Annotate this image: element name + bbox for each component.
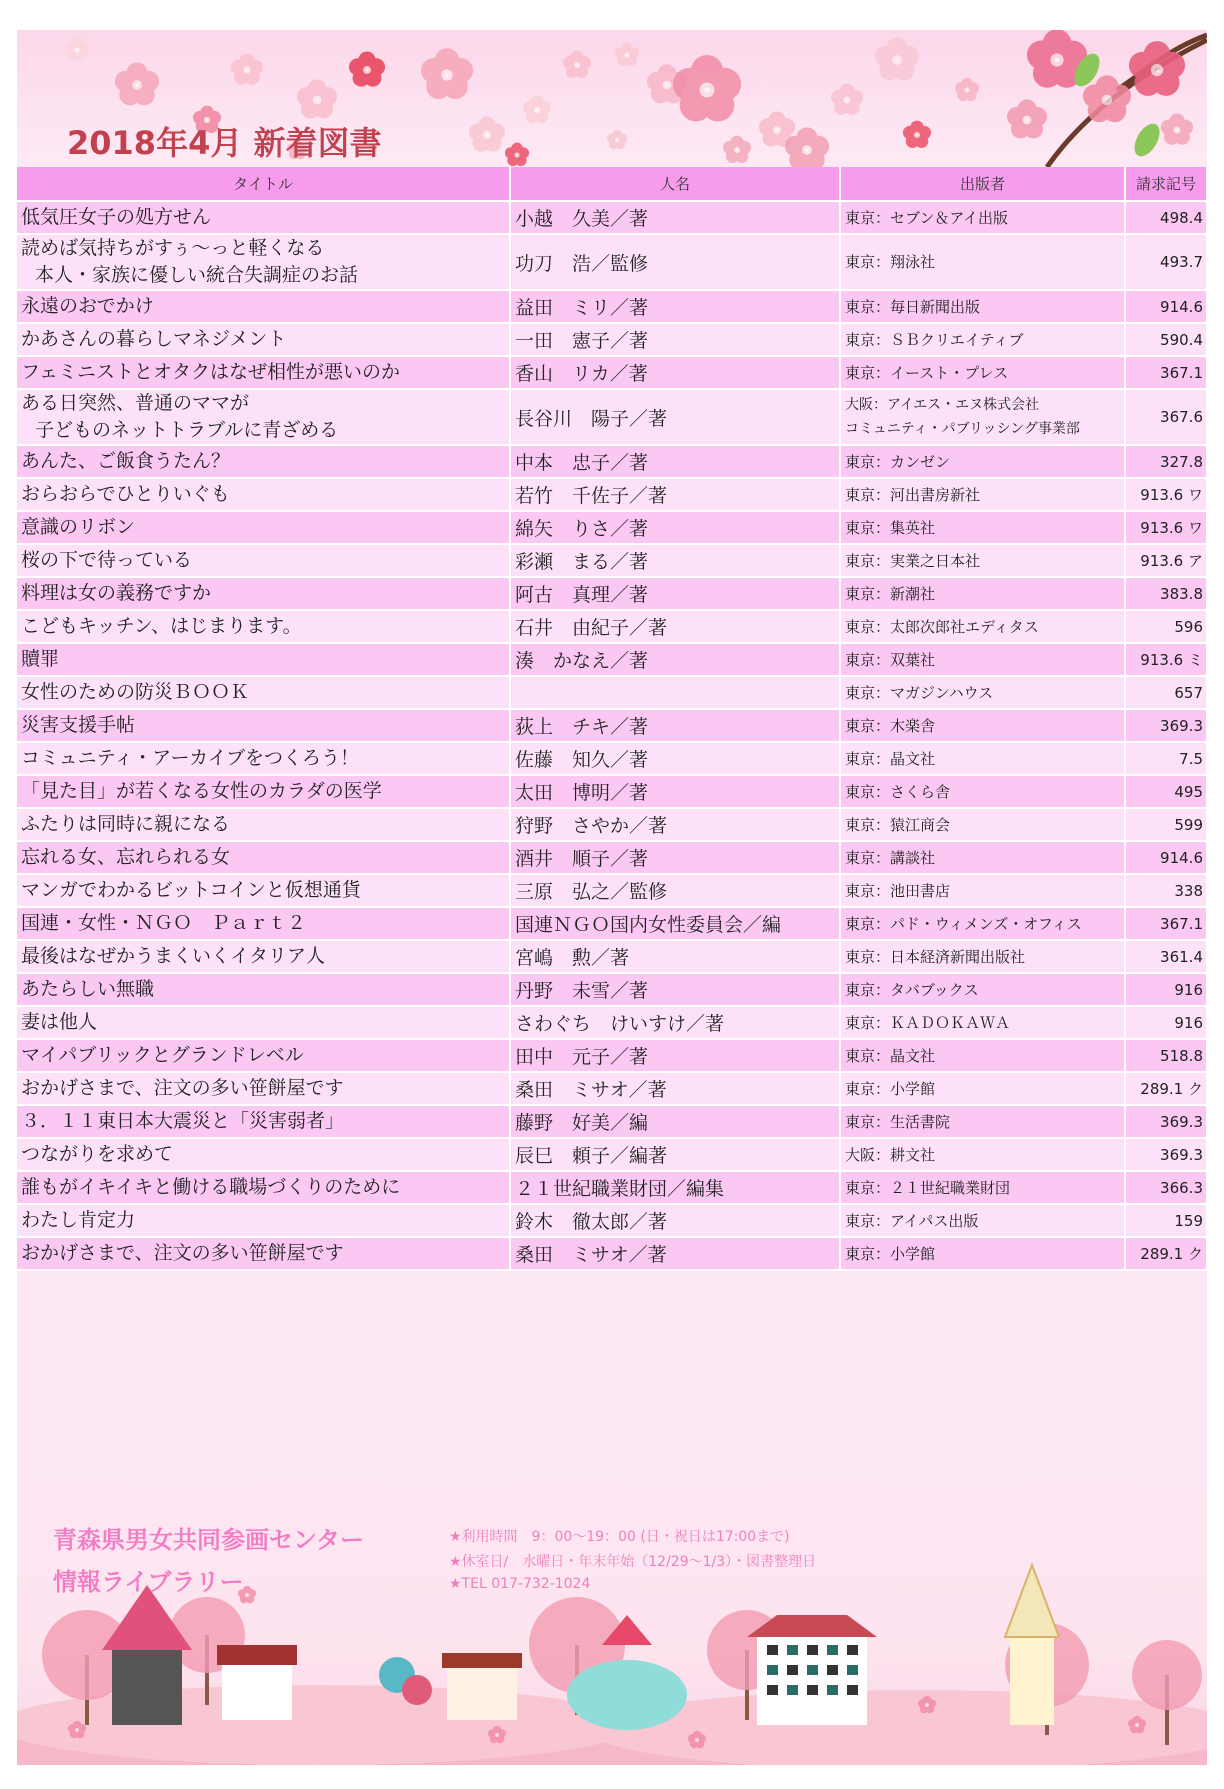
cell-person xyxy=(510,676,840,709)
table-row xyxy=(17,874,1207,907)
cell-call-number: 367.1 xyxy=(1125,356,1207,389)
cell-publisher xyxy=(840,389,1125,445)
title-text: 料理は女の義務ですか xyxy=(21,582,212,604)
cell-call-number: 366.3 xyxy=(1125,1171,1207,1204)
footer xyxy=(17,1475,1207,1765)
table-header-row xyxy=(17,167,1207,201)
cell-person: 小越 久美／著 xyxy=(510,201,840,234)
cell-publisher xyxy=(840,940,1125,973)
publisher-text: 東京：アイパス出版 xyxy=(845,1211,979,1230)
publisher-text: 東京：毎日新聞出版 xyxy=(845,297,981,316)
cell-title xyxy=(17,1237,510,1270)
publisher-text: 東京：小学館 xyxy=(845,1079,936,1098)
cell-call-number: 657 xyxy=(1125,676,1207,709)
cell-publisher xyxy=(840,610,1125,643)
sakura-flower-icon xyxy=(65,38,89,61)
cell-publisher xyxy=(840,1105,1125,1138)
cell-call-number: 596 xyxy=(1125,610,1207,643)
sakura-flower-icon xyxy=(349,51,385,86)
cell-call-number: 159 xyxy=(1125,1204,1207,1237)
cell-publisher xyxy=(840,290,1125,323)
cell-call-number: 493.7 xyxy=(1125,234,1207,290)
cell-title xyxy=(17,676,510,709)
title-text: ある日突然、普通のママが xyxy=(21,392,250,414)
sakura-flower-icon xyxy=(1161,114,1193,145)
cell-title xyxy=(17,907,510,940)
sakura-flower-icon xyxy=(673,55,741,121)
publisher-text: 東京：新潮社 xyxy=(845,584,936,603)
cell-title xyxy=(17,775,510,808)
sakura-flower-icon xyxy=(903,121,931,148)
cell-person: 荻上 チキ／著 xyxy=(510,709,840,742)
table-row xyxy=(17,201,1207,234)
publisher-text: 東京：小学館 xyxy=(845,1244,936,1263)
publisher-text: 東京：猿江商会 xyxy=(845,815,951,834)
cell-person: ２１世紀職業財団／編集 xyxy=(510,1171,840,1204)
title-text: 最後はなぜかうまくいくイタリア人 xyxy=(21,945,326,967)
title-text: 贖罪 xyxy=(21,648,60,670)
cell-publisher xyxy=(840,676,1125,709)
cell-call-number: 916 xyxy=(1125,1006,1207,1039)
cell-publisher xyxy=(840,1072,1125,1105)
cell-call-number: 367.1 xyxy=(1125,907,1207,940)
publisher-text: 東京：ＫＡＤＯＫＡＷＡ xyxy=(845,1013,1011,1032)
cell-person: 宮嶋 勲／著 xyxy=(510,940,840,973)
cell-publisher xyxy=(840,323,1125,356)
sakura-flower-icon xyxy=(615,43,639,66)
sakura-flower-icon xyxy=(1007,99,1047,138)
cell-person: 丹野 未雪／著 xyxy=(510,973,840,1006)
window-shape xyxy=(827,1645,838,1655)
cell-call-number: 7.5 xyxy=(1125,742,1207,775)
cell-person: 鈴木 徹太郎／著 xyxy=(510,1204,840,1237)
publisher-text: 東京：双葉社 xyxy=(845,650,936,669)
cell-publisher xyxy=(840,874,1125,907)
cell-title xyxy=(17,1171,510,1204)
cell-publisher xyxy=(840,742,1125,775)
cell-title xyxy=(17,478,510,511)
title-text: 誰もがイキイキと働ける職場づくりのために xyxy=(21,1176,401,1198)
sakura-flower-icon xyxy=(505,143,529,166)
sakura-flower-icon xyxy=(875,37,919,80)
title-text: 桜の下で待っている xyxy=(21,549,193,571)
table-body xyxy=(17,201,1207,1270)
cell-person: 中本 忠子／著 xyxy=(510,445,840,478)
publisher-text: 東京：晶文社 xyxy=(845,1046,936,1065)
cell-title xyxy=(17,1072,510,1105)
cell-call-number: 369.3 xyxy=(1125,709,1207,742)
org-name: 青森県男女共同参画センター xyxy=(53,1526,365,1554)
cell-publisher xyxy=(840,511,1125,544)
title-text: 読めば気持ちがすぅ～っと軽くなる xyxy=(21,237,325,259)
cell-title xyxy=(17,610,510,643)
cell-title xyxy=(17,841,510,874)
cell-title xyxy=(17,940,510,973)
cell-title xyxy=(17,356,510,389)
cell-publisher xyxy=(840,775,1125,808)
window-shape xyxy=(787,1645,798,1655)
telephone: ★TEL 017-732-1024 xyxy=(449,1576,591,1592)
house-roof-shape xyxy=(217,1645,297,1665)
table-row xyxy=(17,676,1207,709)
cell-call-number: 913.6 ワ xyxy=(1125,478,1207,511)
table-row xyxy=(17,709,1207,742)
tower-icon xyxy=(1010,1635,1054,1725)
sakura-flower-icon xyxy=(523,96,551,123)
window-shape xyxy=(827,1665,838,1675)
closed-days: ★休室日/ 水曜日・年末年始（12/29～1/3）・図書整理日 xyxy=(449,1554,817,1570)
table-row xyxy=(17,389,1207,445)
flyer-sheet xyxy=(17,30,1207,1765)
cell-title xyxy=(17,577,510,610)
sakura-flower-icon xyxy=(955,78,979,101)
house-roof-shape xyxy=(442,1653,522,1668)
publisher-text: 東京：セブン＆アイ出版 xyxy=(845,208,1009,227)
cell-person: 香山 リカ／著 xyxy=(510,356,840,389)
cell-call-number: 599 xyxy=(1125,808,1207,841)
cell-publisher xyxy=(840,808,1125,841)
table-row xyxy=(17,1171,1207,1204)
table-row xyxy=(17,1204,1207,1237)
window-shape xyxy=(807,1645,818,1655)
cell-person: 辰巳 頼子／編著 xyxy=(510,1138,840,1171)
sakura-flower-icon xyxy=(607,130,627,150)
cell-call-number: 289.1 ク xyxy=(1125,1072,1207,1105)
sakura-flower-icon xyxy=(115,62,159,105)
cell-person: 三原 弘之／監修 xyxy=(510,874,840,907)
publisher-text: 東京：ＳＢクリエイティブ xyxy=(845,330,1024,349)
publisher-text: 東京：晶文社 xyxy=(845,749,936,768)
publisher-text: 東京：木楽舎 xyxy=(845,716,936,735)
cell-person: 若竹 千佐子／著 xyxy=(510,478,840,511)
cell-title xyxy=(17,389,510,445)
title-text: 女性のための防災ＢＯＯＫ xyxy=(21,681,250,703)
title-text: コミュニティ・アーカイブをつくろう！ xyxy=(21,747,360,769)
cell-title xyxy=(17,1105,510,1138)
cell-publisher xyxy=(840,544,1125,577)
ground-shape xyxy=(17,1685,637,1765)
house-icon xyxy=(447,1665,517,1720)
cell-publisher xyxy=(840,709,1125,742)
cell-title xyxy=(17,1138,510,1171)
title-text: マイパブリックとグランドレベル xyxy=(21,1044,304,1066)
publisher-text: 東京：太郎次郎社エディタス xyxy=(845,617,1039,636)
cell-title xyxy=(17,1204,510,1237)
sakura-flower-icon xyxy=(469,116,505,151)
tree-icon xyxy=(1132,1640,1202,1710)
table-row xyxy=(17,511,1207,544)
cell-title xyxy=(17,290,510,323)
cell-call-number: 914.6 xyxy=(1125,290,1207,323)
sakura-flower-icon xyxy=(723,136,751,163)
column-header-publisher: 出版者 xyxy=(840,167,1125,201)
title-text: かあさんの暮らしマネジメント xyxy=(21,328,287,350)
sakura-flower-icon xyxy=(297,79,337,118)
cell-title xyxy=(17,511,510,544)
title-text: 「見た目」が若くなる女性のカラダの医学 xyxy=(21,780,382,802)
cell-person: 酒井 順子／著 xyxy=(510,841,840,874)
title-text: ふたりは同時に親になる xyxy=(21,813,231,835)
cell-call-number: 590.4 xyxy=(1125,323,1207,356)
title-text: つながりを求めて xyxy=(21,1143,174,1165)
opening-hours: ★利用時間 9：00～19：00 (日・祝日は17:00まで) xyxy=(449,1529,790,1545)
table-row xyxy=(17,1237,1207,1270)
cell-person: 阿古 真理／著 xyxy=(510,577,840,610)
cell-publisher xyxy=(840,643,1125,676)
cell-person: 石井 由紀子／著 xyxy=(510,610,840,643)
title-text: わたし肯定力 xyxy=(21,1209,136,1231)
cell-publisher xyxy=(840,1138,1125,1171)
cell-call-number: 914.6 xyxy=(1125,841,1207,874)
cell-person: 田中 元子／著 xyxy=(510,1039,840,1072)
table-row xyxy=(17,1138,1207,1171)
title-text: 意識のリボン xyxy=(21,516,136,538)
title-text: こどもキッチン、はじまります。 xyxy=(21,615,302,637)
table-row xyxy=(17,445,1207,478)
new-books-table xyxy=(17,167,1207,1271)
cell-publisher xyxy=(840,478,1125,511)
cell-title xyxy=(17,201,510,234)
cell-call-number: 361.4 xyxy=(1125,940,1207,973)
cell-publisher xyxy=(840,973,1125,1006)
cell-person: 一田 憲子／著 xyxy=(510,323,840,356)
cell-title xyxy=(17,234,510,290)
cell-title xyxy=(17,709,510,742)
title-text: 永遠のおでかけ xyxy=(21,295,154,317)
window-shape xyxy=(767,1685,778,1695)
column-header-title: タイトル xyxy=(17,167,510,201)
title-text: あんた、ご飯食うたん？ xyxy=(21,450,231,472)
cell-call-number: 289.1 ク xyxy=(1125,1237,1207,1270)
cell-call-number: 367.6 xyxy=(1125,389,1207,445)
publisher-text: 東京：パド・ウィメンズ・オフィス xyxy=(845,914,1082,933)
cell-person: 長谷川 陽子／著 xyxy=(510,389,840,445)
cell-publisher xyxy=(840,1171,1125,1204)
table-row xyxy=(17,290,1207,323)
publisher-text: コミュニティ・パブリッシング事業部 xyxy=(845,421,1080,437)
page-title: 2018年4月 新着図書 xyxy=(67,124,382,162)
publisher-text: 東京：日本経済新聞出版社 xyxy=(845,947,1026,966)
table-row xyxy=(17,478,1207,511)
cell-publisher xyxy=(840,841,1125,874)
window-shape xyxy=(847,1645,858,1655)
table-row xyxy=(17,775,1207,808)
cell-person: さわぐち けいすけ／著 xyxy=(510,1006,840,1039)
cell-person: 太田 博明／著 xyxy=(510,775,840,808)
cell-publisher xyxy=(840,1204,1125,1237)
title-text: 国連・女性・ＮＧＯ Ｐａｒｔ２ xyxy=(21,912,307,934)
title-text: おかげさまで、注文の多い笹餅屋です xyxy=(21,1242,344,1264)
table-row xyxy=(17,841,1207,874)
cell-call-number: 383.8 xyxy=(1125,577,1207,610)
cell-person: 国連ＮＧＯ国内女性委員会／編 xyxy=(510,907,840,940)
cell-call-number: 913.6 ワ xyxy=(1125,511,1207,544)
tower-roof-shape xyxy=(1005,1565,1059,1637)
cell-title xyxy=(17,544,510,577)
window-shape xyxy=(807,1665,818,1675)
sakura-flower-icon xyxy=(831,84,863,115)
leaf-shape xyxy=(1129,119,1164,160)
window-shape xyxy=(787,1665,798,1675)
cell-person: 桑田 ミサオ／著 xyxy=(510,1072,840,1105)
publisher-text: 東京：タバブックス xyxy=(845,980,979,999)
window-shape xyxy=(767,1645,778,1655)
publisher-text: 東京：集英社 xyxy=(845,518,936,537)
cell-call-number: 327.8 xyxy=(1125,445,1207,478)
cell-person: 益田 ミリ／著 xyxy=(510,290,840,323)
cell-publisher xyxy=(840,356,1125,389)
table-row xyxy=(17,940,1207,973)
cell-title xyxy=(17,808,510,841)
cell-publisher xyxy=(840,201,1125,234)
cell-publisher xyxy=(840,234,1125,290)
window-shape xyxy=(787,1685,798,1695)
cell-publisher xyxy=(840,907,1125,940)
cell-title xyxy=(17,874,510,907)
table-row xyxy=(17,356,1207,389)
window-shape xyxy=(827,1685,838,1695)
cell-person: 狩野 さやか／著 xyxy=(510,808,840,841)
town-illustration xyxy=(17,1475,1207,1765)
cell-person: 佐藤 知久／著 xyxy=(510,742,840,775)
cell-call-number: 338 xyxy=(1125,874,1207,907)
table-row xyxy=(17,1039,1207,1072)
cell-call-number: 369.3 xyxy=(1125,1138,1207,1171)
table-row xyxy=(17,1072,1207,1105)
column-header-call-number: 請求記号 xyxy=(1125,167,1207,201)
cell-title xyxy=(17,742,510,775)
title-text: マンガでわかるビットコインと仮想通貨 xyxy=(21,879,361,901)
cell-title xyxy=(17,445,510,478)
cell-title xyxy=(17,643,510,676)
tree-icon xyxy=(402,1675,432,1705)
table-row xyxy=(17,234,1207,290)
cell-publisher xyxy=(840,1237,1125,1270)
window-shape xyxy=(847,1665,858,1675)
table-row xyxy=(17,323,1207,356)
cell-title xyxy=(17,1039,510,1072)
house-icon xyxy=(112,1645,182,1725)
table-row xyxy=(17,907,1207,940)
publisher-text: 大阪：耕文社 xyxy=(845,1145,936,1164)
table-row xyxy=(17,973,1207,1006)
publisher-text: 東京：実業之日本社 xyxy=(845,551,981,570)
title-text: 子どものネットトラブルに青ざめる xyxy=(35,419,339,441)
table-row xyxy=(17,643,1207,676)
title-text: 本人・家族に優しい統合失調症のお話 xyxy=(35,264,359,286)
table-row xyxy=(17,544,1207,577)
title-text: 忘れる女、忘れられる女 xyxy=(21,846,231,868)
table-row xyxy=(17,808,1207,841)
table-row xyxy=(17,610,1207,643)
publisher-text: 東京：翔泳社 xyxy=(845,253,936,271)
publisher-text: 東京：カンゼン xyxy=(845,452,951,471)
header-banner xyxy=(17,30,1207,167)
title-text: 妻は他人 xyxy=(21,1011,98,1033)
cell-call-number: 495 xyxy=(1125,775,1207,808)
window-shape xyxy=(807,1685,818,1695)
title-text: 低気圧女子の処方せん xyxy=(21,206,212,228)
cell-call-number: 369.3 xyxy=(1125,1105,1207,1138)
cell-person: 功刀 浩／監修 xyxy=(510,234,840,290)
cell-publisher xyxy=(840,1039,1125,1072)
cell-person: 藤野 好美／編 xyxy=(510,1105,840,1138)
cell-title xyxy=(17,323,510,356)
cell-call-number: 916 xyxy=(1125,973,1207,1006)
publisher-text: 東京：生活書院 xyxy=(845,1112,951,1131)
title-text: あたらしい無職 xyxy=(21,978,155,1000)
publisher-text: 東京：さくら舎 xyxy=(845,782,951,801)
cell-publisher xyxy=(840,1006,1125,1039)
table-row xyxy=(17,742,1207,775)
publisher-text: 大阪：アイエス・エヌ株式会社 xyxy=(845,397,1040,413)
house-icon xyxy=(222,1660,292,1720)
publisher-text: 東京：マガジンハウス xyxy=(845,683,994,702)
sakura-flower-icon xyxy=(421,48,473,99)
window-shape xyxy=(767,1665,778,1675)
publisher-text: 東京：２１世紀職業財団 xyxy=(845,1178,1011,1197)
cell-person: 桑田 ミサオ／著 xyxy=(510,1237,840,1270)
library-name: 情報ライブラリー xyxy=(53,1568,244,1596)
title-text: フェミニストとオタクはなぜ相性が悪いのか xyxy=(21,361,401,383)
window-shape xyxy=(847,1685,858,1695)
column-header-person: 人名 xyxy=(510,167,840,201)
publisher-text: 東京：イースト・プレス xyxy=(845,363,1009,382)
cell-call-number: 498.4 xyxy=(1125,201,1207,234)
house-icon xyxy=(567,1660,687,1730)
cell-publisher xyxy=(840,577,1125,610)
sakura-flower-icon xyxy=(231,54,263,85)
table-row xyxy=(17,1105,1207,1138)
cell-title xyxy=(17,1006,510,1039)
cell-call-number: 518.8 xyxy=(1125,1039,1207,1072)
publisher-text: 東京：河出書房新社 xyxy=(845,485,981,504)
title-text: ３．１１東日本大震災と「災害弱者」 xyxy=(21,1110,345,1132)
cell-person: 彩瀬 まる／著 xyxy=(510,544,840,577)
title-text: 災害支援手帖 xyxy=(21,714,136,736)
cell-person: 綿矢 りさ／著 xyxy=(510,511,840,544)
publisher-text: 東京：講談社 xyxy=(845,848,936,867)
title-text: おらおらでひとりいぐも xyxy=(21,483,230,505)
cell-call-number: 913.6 ア xyxy=(1125,544,1207,577)
title-text: おかげさまで、注文の多い笹餅屋です xyxy=(21,1077,344,1099)
cell-title xyxy=(17,973,510,1006)
cell-publisher xyxy=(840,445,1125,478)
sakura-flower-icon xyxy=(563,51,591,78)
cell-person: 湊 かなえ／著 xyxy=(510,643,840,676)
cell-call-number: 913.6 ミ xyxy=(1125,643,1207,676)
publisher-text: 東京：池田書店 xyxy=(845,881,951,900)
table-row xyxy=(17,577,1207,610)
table-row xyxy=(17,1006,1207,1039)
